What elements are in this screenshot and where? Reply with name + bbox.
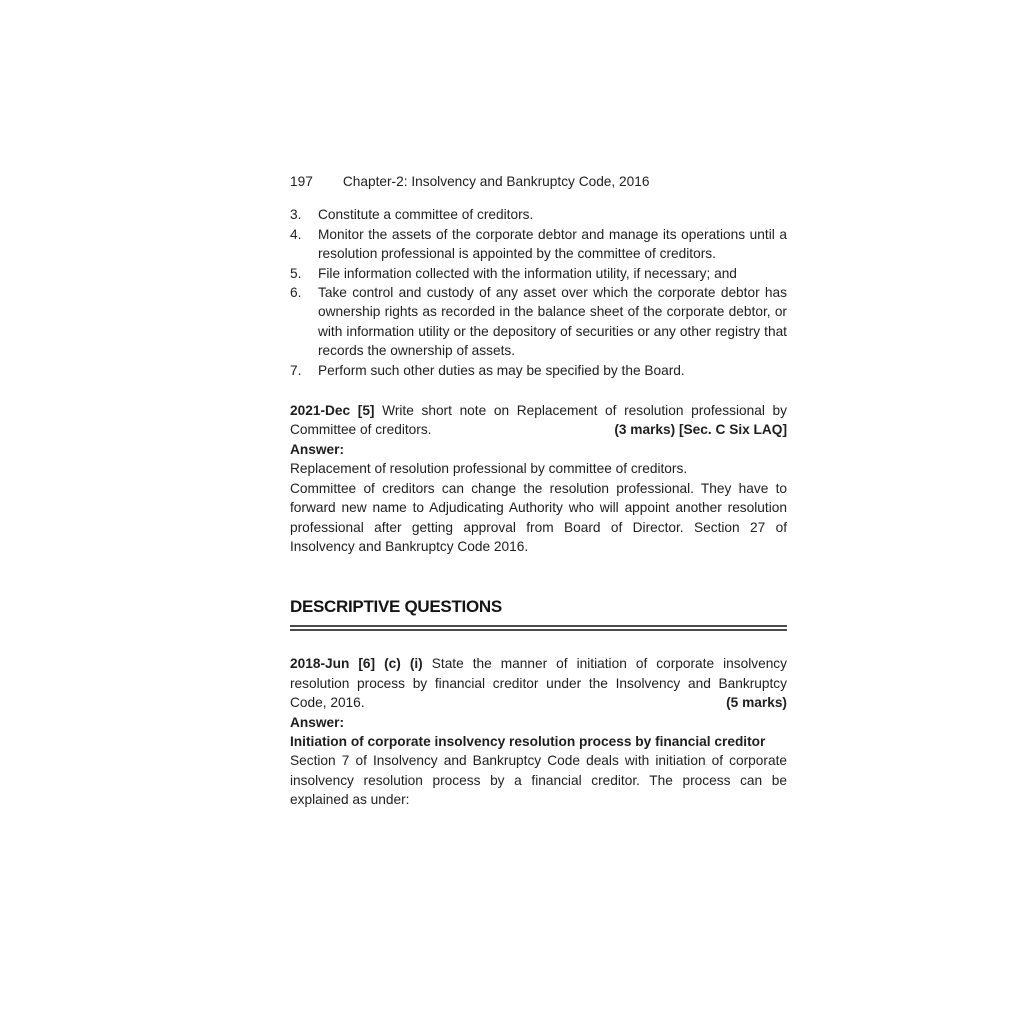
question-label: 2021-Dec [5] bbox=[290, 403, 375, 419]
list-item-number: 4. bbox=[290, 226, 302, 242]
answer-body: Committee of creditors can change the resolution professional. They have to forward new name to Adjudicating Authority who will appoint another resolution professional after getting approval from Board of Director. Section 27 of Insolvency and Bankruptcy Code 2016. bbox=[290, 480, 787, 554]
question-block-2021-dec bbox=[290, 401, 787, 556]
double-rule-divider bbox=[290, 625, 787, 631]
list-item bbox=[290, 205, 787, 224]
list-item-text: Take control and custody of any asset over which the corporate debtor has ownership rights as recorded in the balance sheet of the corporate debtor, or with information utility or the depository of securities or any other registry that records the ownership of assets. bbox=[318, 285, 787, 359]
question-body: State the manner of initiation of corporate insolvency resolution process by financial creditor under the Insolvency and Bankruptcy Code, 2016. bbox=[290, 656, 787, 711]
section-heading: DESCRIPTIVE QUESTIONS bbox=[290, 597, 502, 617]
chapter-title: Chapter-2: Insolvency and Bankruptcy Code, 2016 bbox=[342, 174, 650, 189]
answer-body: Section 7 of Insolvency and Bankruptcy Code deals with initiation of corporate insolvency resolution process by a financial creditor. The process can be explained as under: bbox=[290, 753, 787, 808]
list-item-number: 6. bbox=[290, 285, 302, 301]
question-text bbox=[290, 401, 787, 440]
answer-label: Answer: bbox=[290, 714, 345, 730]
list-item-number: 7. bbox=[290, 362, 302, 378]
question-label: 2018-Jun [6] (c) (i) bbox=[290, 656, 423, 672]
list-item-text: Constitute a committee of creditors. bbox=[318, 207, 534, 223]
marks-tag: (3 marks) [Sec. C Six LAQ] bbox=[614, 422, 787, 438]
list-item bbox=[290, 225, 787, 264]
list-item bbox=[290, 361, 787, 380]
duties-list bbox=[290, 205, 787, 380]
page-header bbox=[290, 172, 787, 191]
book-page-content bbox=[290, 172, 787, 810]
list-item-text: Monitor the assets of the corporate debtor and manage its operations until a resolution professional is appointed by the committee of creditors. bbox=[318, 226, 787, 262]
answer-heading: Initiation of corporate insolvency resolution process by financial creditor bbox=[290, 733, 766, 749]
question-text bbox=[290, 654, 787, 712]
question-block-2018-jun bbox=[290, 654, 787, 809]
page-number: 197 bbox=[290, 174, 313, 189]
list-item-number: 5. bbox=[290, 265, 302, 281]
answer-intro: Replacement of resolution professional by committee of creditors. bbox=[290, 461, 688, 477]
list-item-number: 3. bbox=[290, 207, 302, 223]
question-body: Write short note on Replacement of resolution professional by Committee of creditors. bbox=[290, 403, 787, 438]
marks-tag: (5 marks) bbox=[726, 695, 787, 711]
list-item bbox=[290, 283, 787, 361]
list-item bbox=[290, 264, 787, 283]
list-item-text: File information collected with the information utility, if necessary; and bbox=[318, 265, 737, 281]
list-item-text: Perform such other duties as may be specified by the Board. bbox=[318, 362, 685, 378]
answer-label: Answer: bbox=[290, 441, 345, 457]
